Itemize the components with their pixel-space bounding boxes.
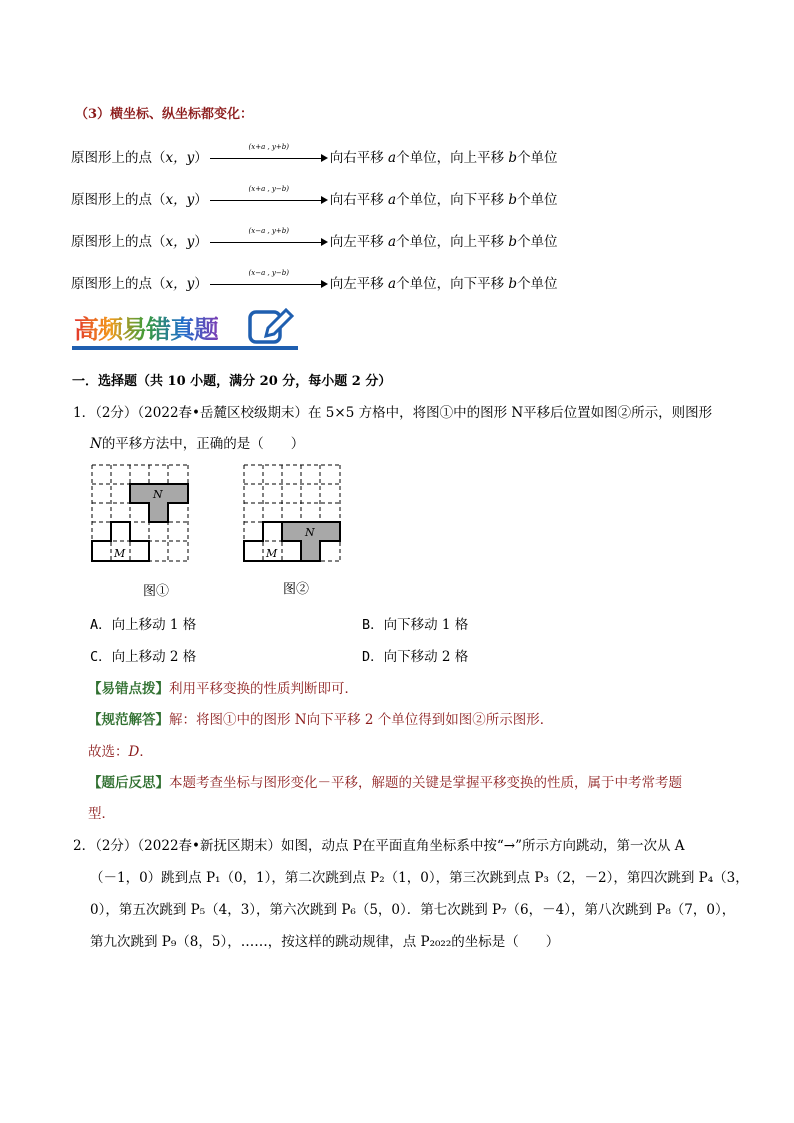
- transform-rule-row: 原图形上的点（x，y） (x−a , y−b) 向左平移 a个单位，向下平移 b个单位: [71, 268, 558, 292]
- label-m: M: [114, 547, 126, 560]
- q1-reflection-line2: 型．: [88, 806, 115, 822]
- option-d[interactable]: D．向下移动 2 格: [362, 649, 469, 665]
- q1-reflection: 【题后反思】本题考查坐标与图形变化－平移，解题的关键是掌握平移变换的性质，属于中考常考题: [88, 775, 682, 791]
- option-b[interactable]: B．向下移动 1 格: [362, 617, 469, 633]
- right-arrow-icon: (x−a , y+b): [210, 236, 328, 250]
- figure-1: [90, 462, 190, 566]
- figure-2: [242, 462, 342, 566]
- q2-stem-line3: 0），第五次跳到 P₅（4，3），第六次跳到 P₆（5，0）．第七次跳到 P₇（6，－4），第八次跳到 P₈（7，0），: [90, 902, 736, 918]
- section3-heading: （3）横坐标、纵坐标都变化：: [75, 107, 254, 122]
- transform-rule-row: 原图形上的点（x，y） (x+a , y−b) 向右平移 a个单位，向下平移 b个单位: [71, 184, 558, 208]
- q1-answer: 【规范解答】解：将图①中的图形 N向下平移 2 个单位得到如图②所示图形．: [88, 712, 554, 728]
- fig2-caption: 图②: [283, 582, 310, 597]
- q1-hint: 【易错点拨】利用平移变换的性质判断即可．: [88, 681, 358, 697]
- q2-stem-line4: 第九次跳到 P₉（8，5），……，按这样的跳动规律，点 P₂₀₂₂的坐标是（ ）: [90, 934, 560, 950]
- transform-rule-row: 原图形上的点（x，y） (x+a , y+b) 向右平移 a个单位，向上平移 b个单位: [71, 142, 558, 166]
- banner: [72, 308, 300, 352]
- right-arrow-icon: (x−a , y−b): [210, 278, 328, 292]
- q2-stem-line1: 2．（2分）（2022春•新抚区期末）如图，动点 P在平面直角坐标系中按“→”所示方向跳动，第一次从 A: [73, 838, 685, 854]
- part1-heading: 一．选择题（共 10 小题，满分 20 分，每小题 2 分）: [72, 374, 392, 389]
- label-n: N: [153, 488, 163, 501]
- label-n: N: [305, 526, 315, 539]
- option-c[interactable]: C．向上移动 2 格: [90, 649, 197, 665]
- banner-title: 高频易错真题: [74, 310, 218, 346]
- option-a[interactable]: A．向上移动 1 格: [90, 617, 197, 633]
- edit-icon: [250, 310, 292, 342]
- q1-stem-line1: 1．（2分）（2022春•岳麓区校级期末）在 5×5 方格中，将图①中的图形 N平移后位置如图②所示，则图形: [73, 405, 713, 421]
- q2-stem-line2: （－1，0）跳到点 P₁（0，1），第二次跳到点 P₂（1，0），第三次跳到点 P₃（2，－2），第四次跳到 P₄（3，: [90, 870, 749, 886]
- right-arrow-icon: (x+a , y−b): [210, 194, 328, 208]
- q1-stem-line2: N的平移方法中，正确的是（ ）: [90, 436, 305, 452]
- transform-rule-row: 原图形上的点（x，y） (x−a , y+b) 向左平移 a个单位，向上平移 b个单位: [71, 226, 558, 250]
- label-m: M: [266, 547, 278, 560]
- fig1-caption: 图①: [143, 584, 170, 599]
- right-arrow-icon: (x+a , y+b): [210, 152, 328, 166]
- q1-choice: 故选：D．: [88, 744, 153, 760]
